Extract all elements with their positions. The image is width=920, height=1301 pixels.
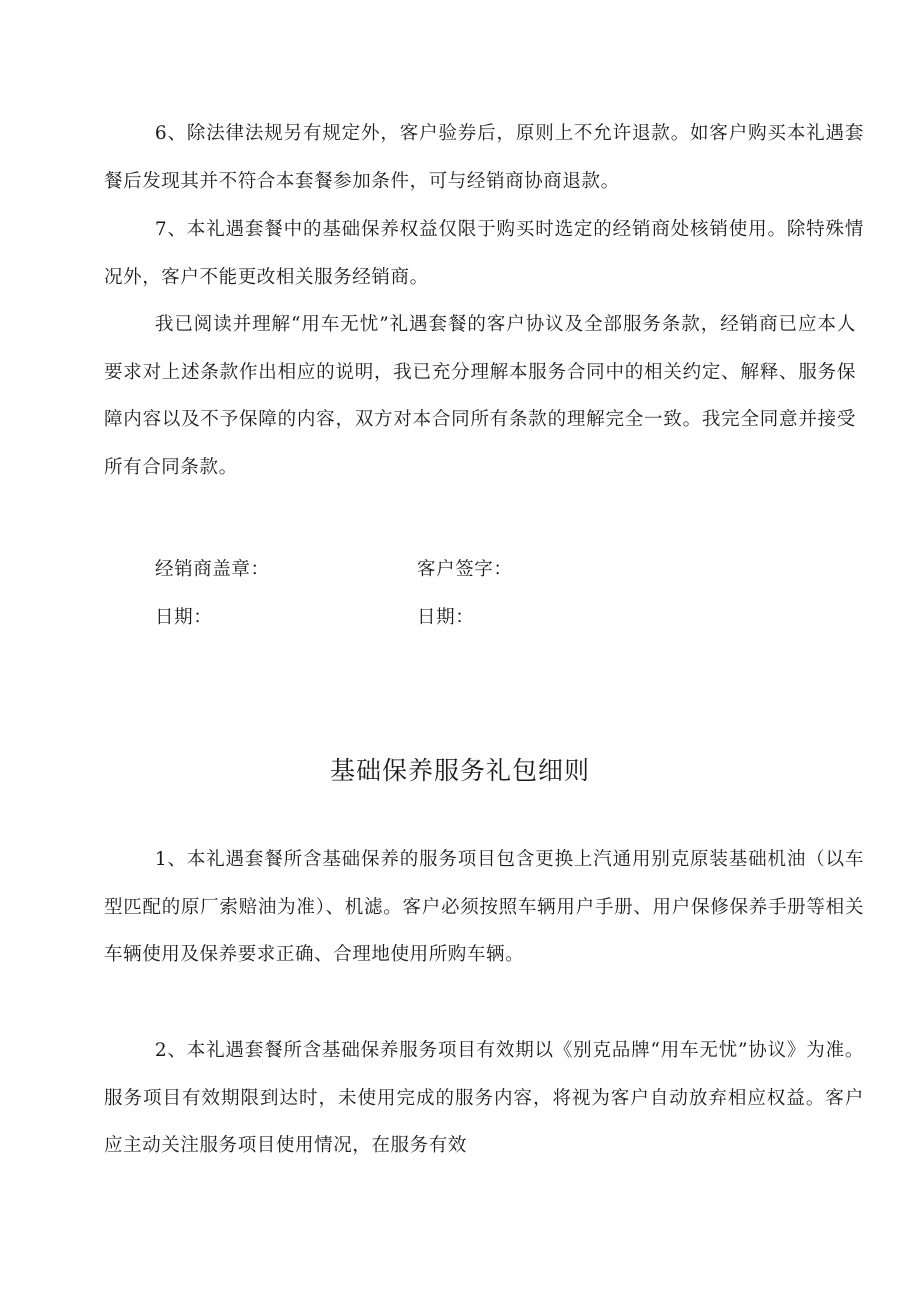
clause-7: 7、本礼遇套餐中的基础保养权益仅限于购买时选定的经销商处核销使用。除特殊情况外，客户不能更改相关服务经销商。 xyxy=(104,219,864,288)
dealer-stamp-label: 经销商盖章： xyxy=(155,559,270,580)
clause-6: 6、除法律法规另有规定外，客户验券后，原则上不允许退款。如客户购买本礼遇套餐后发现其并不符合本套餐参加条件，可与经销商协商退款。 xyxy=(104,123,864,192)
section-item-1: 1、本礼遇套餐所含基础保养的服务项目包含更换上汽通用别克原装基础机油（以车型匹配的原厂索赔油为准）、机滤。客户必须按照车辆用户手册、用户保修保养手册等相关车辆使用及保养要求正确、合理地使用所购车辆。 xyxy=(104,849,864,965)
section-item-2: 2、本礼遇套餐所含基础保养服务项目有效期以《别克品牌“用车无忧”协议》为准。服务项目有效期限到达时，未使用完成的服务内容，将视为客户自动放弃相应权益。客户应主动关注服务项目使用情况，在服务有效 xyxy=(104,1040,864,1156)
customer-signature-label: 客户签字： xyxy=(417,559,513,580)
dealer-date-label: 日期： xyxy=(155,607,213,628)
section-title: 基础保养服务礼包细则 xyxy=(329,756,590,785)
acknowledgement-statement: 我已阅读并理解“用车无忧”礼遇套餐的客户协议及全部服务条款，经销商已应本人要求对上述条款作出相应的说明，我已充分理解本服务合同中的相关约定、解释、服务保障内容以及不予保障的内容，双方对本合同所有条款的理解完全一致。我完全同意并接受所有合同条款。 xyxy=(104,314,856,478)
customer-date-label: 日期： xyxy=(417,607,475,628)
